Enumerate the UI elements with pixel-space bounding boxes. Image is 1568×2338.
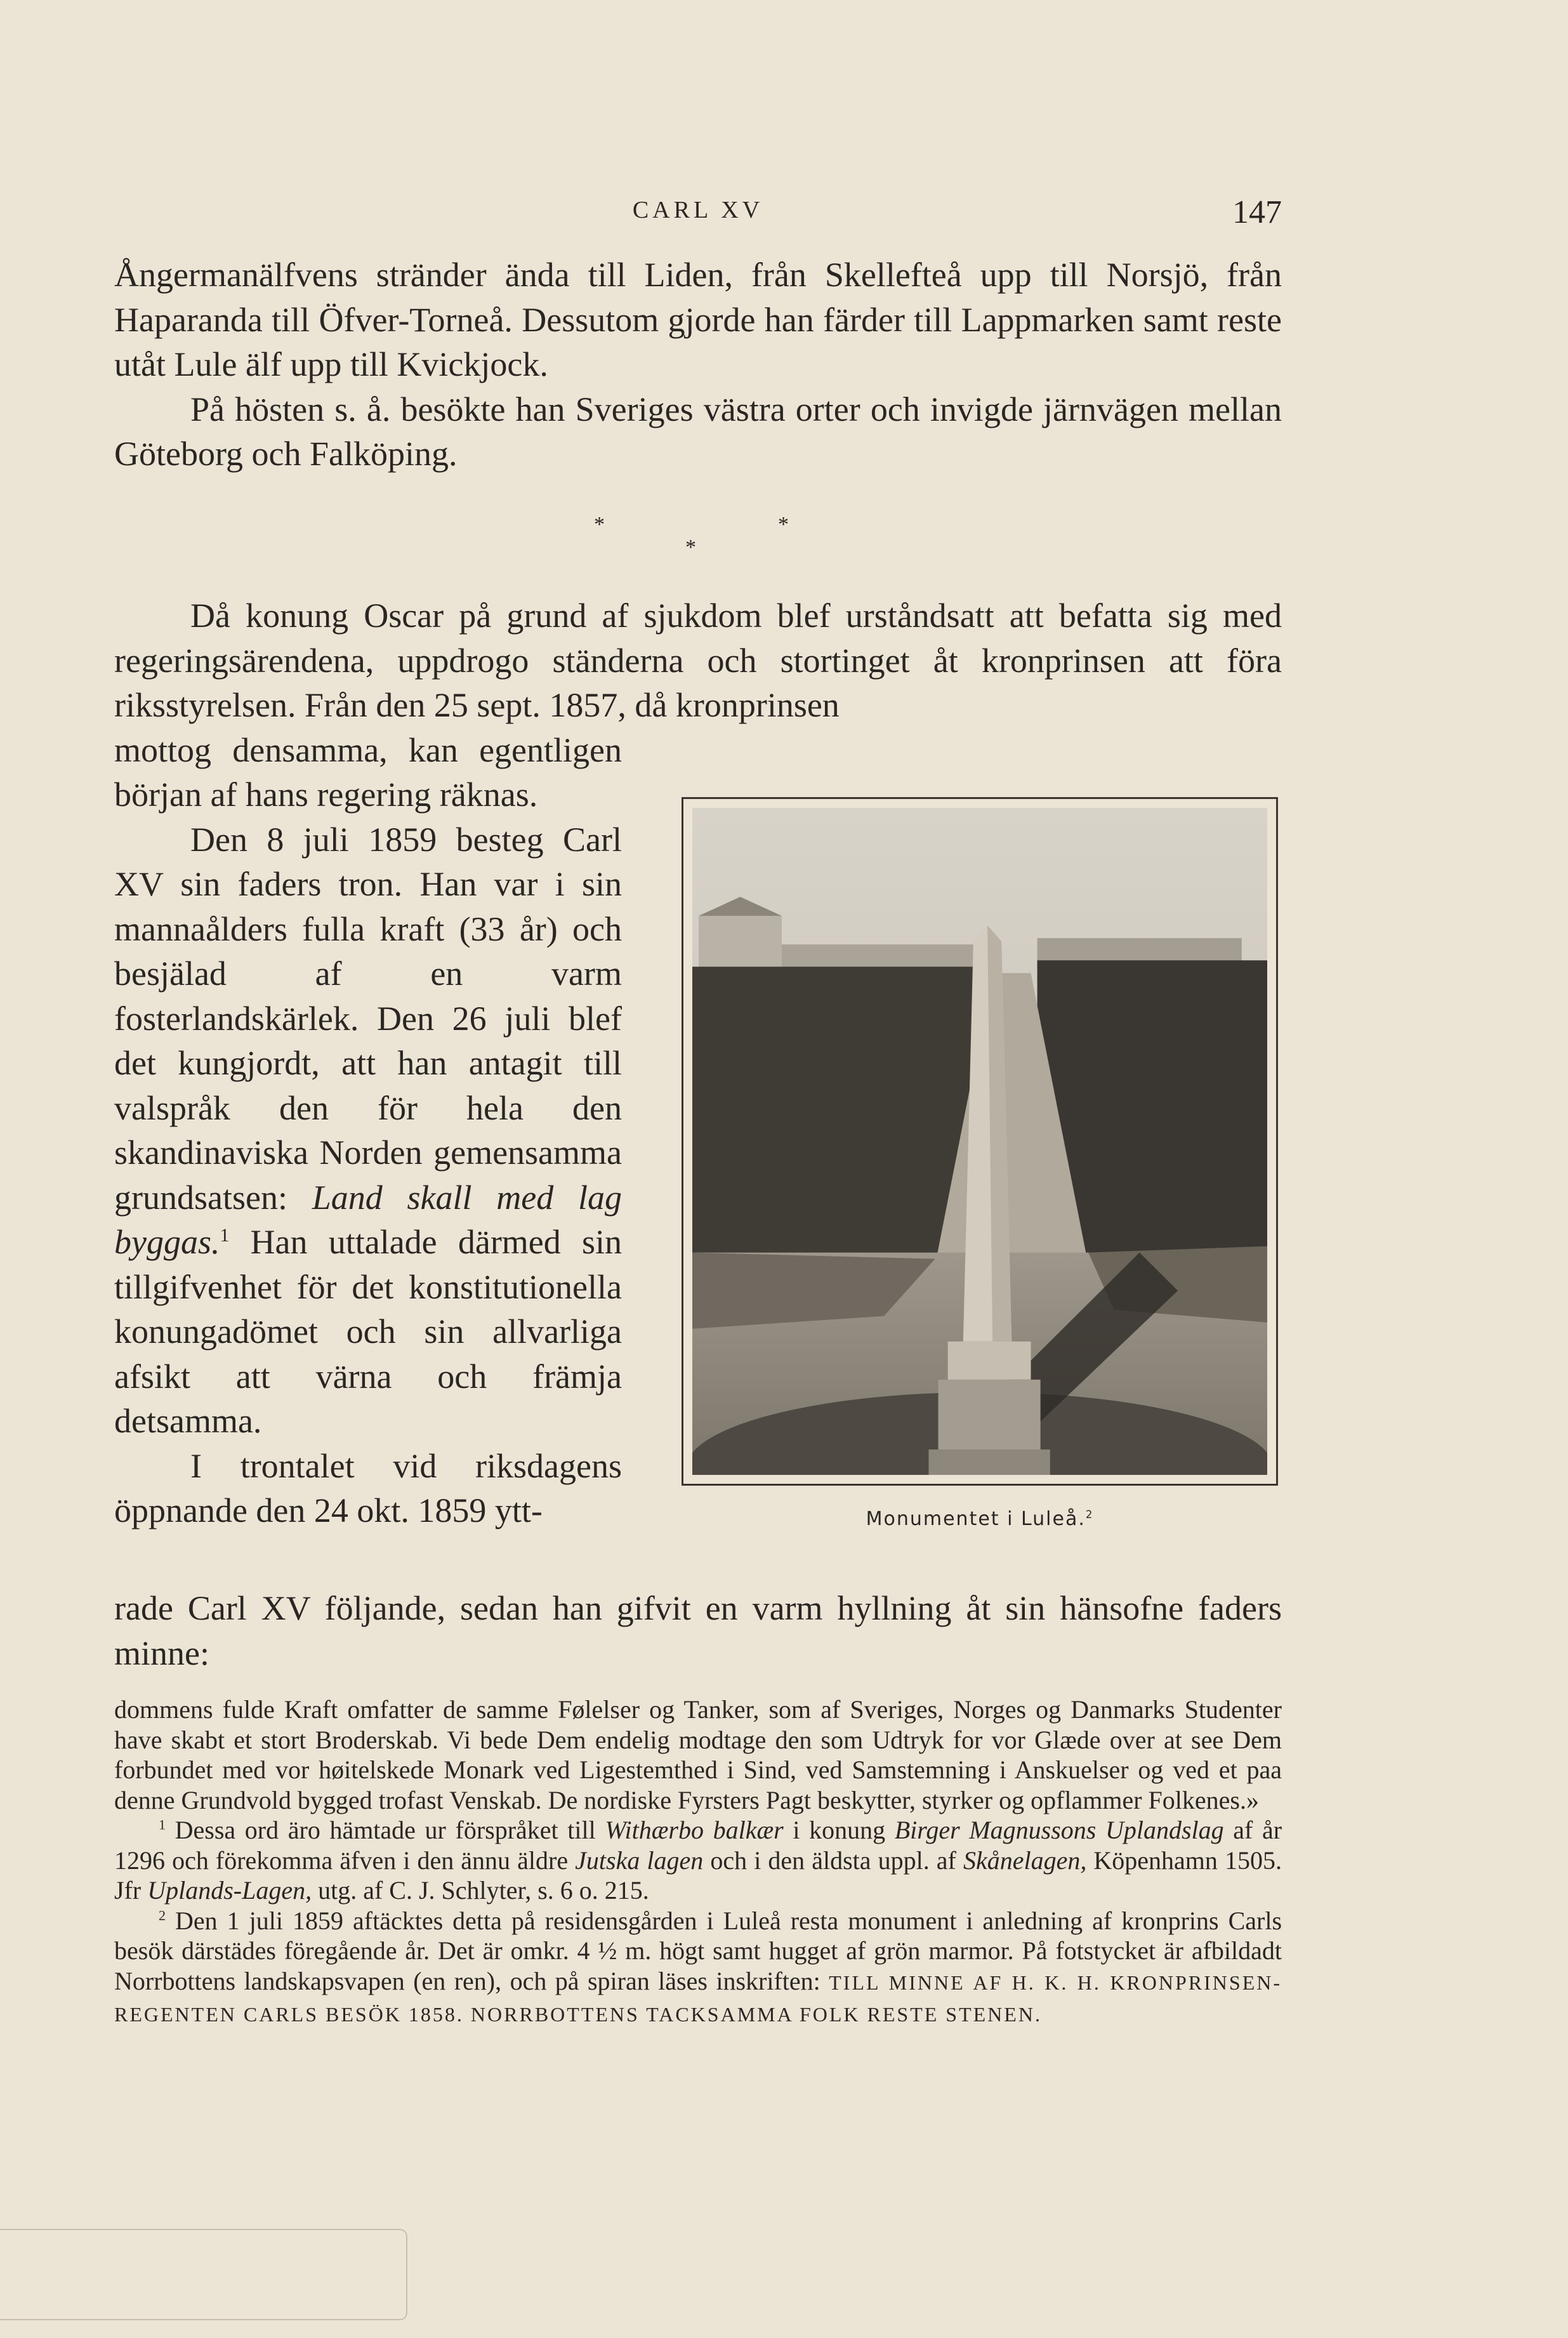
- paragraph-4: [114, 817, 622, 1444]
- footnote-2-mark: 2: [159, 1907, 166, 1924]
- paragraph-3-continued: mottog densamma, kan egentligen början af hans regering räknas.: [114, 730, 622, 814]
- footnote-1-italic: Skånelagen,: [963, 1846, 1087, 1875]
- asterisk: *: [778, 513, 789, 536]
- asterisk: *: [594, 513, 605, 536]
- footnote-1-italic: Birger Magnussons Uplandslag: [894, 1816, 1224, 1844]
- footnote-1-italic: Uplands-Lagen,: [147, 1876, 312, 1905]
- page-header: [114, 194, 1282, 232]
- paragraph-2: På hösten s. å. besökte han Sveriges västra orter och invigde järnvägen mellan Göteborg och Falköping.: [114, 390, 1282, 473]
- paragraph-3: Då konung Oscar på grund af sjukdom blef urståndsatt att befatta sig med regeringsärendena, uppdrogo ständerna och stortinget åt kronprinsen att föra riksstyrelsen. Från den 25 sept. 1857, då kronprinsen: [114, 597, 1282, 724]
- monument-inscription: TILL MINNE AF H. K. H. KRONPRINSEN-REGENTEN CARLS BESÖK 1858. NORRBOTTENS TACKSAMMA FOLK RESTE STENEN.: [114, 1971, 1282, 2026]
- page-number: 147: [1232, 194, 1282, 230]
- footnote-1-text: utg. af C. J. Schlyter, s. 6 o. 215.: [318, 1876, 649, 1905]
- footnote-1-text: Dessa ord äro hämtade ur förspråket till: [175, 1816, 596, 1844]
- footnote-1-text: af år 1296 och förekomma äfven i den ännu äldre: [114, 1816, 1282, 1875]
- text-block-tail: [114, 1586, 1282, 1675]
- footnote-2-text: Den 1 juli 1859 aftäcktes detta på residensgården i Luleå resta monument i anledning af kronprins Carls besök därstädes föregående år. Det är omkr. 4 ½ m. högt samt hugget af grön marmor. På fotstycket är afbildadt Norrbottens landskapsvapen (en ren), och på spiran läses inskriften:: [114, 1906, 1282, 1995]
- footnote-2: [114, 1906, 1282, 2030]
- motto: Land skall med lag byggas.: [114, 1178, 622, 1261]
- paragraph-4-text-continued: Han uttalade därmed sin tillgifvenhet för det konstitutionella konungadömet och sin allvarliga afsikt att värna och främja detsamma.: [114, 1223, 622, 1440]
- text-block-top: [114, 253, 1282, 477]
- paragraph-1: Ångermanälfvens stränder ända till Liden, från Skellefteå upp till Norsjö, från Haparanda till Öfver-Torneå. Dessutom gjorde han färder till Lappmarken samt reste utåt Lule älf upp till Kvickjock.: [114, 256, 1282, 383]
- footnote-ref-2: 2: [1085, 1509, 1094, 1521]
- running-head: CARL XV: [632, 197, 764, 223]
- footnote-1-italic: Jutska lagen: [575, 1846, 704, 1875]
- paragraph-5-continued: rade Carl XV följande, sedan han gifvit en varm hyllning åt sin hänsofne faders minne:: [114, 1589, 1282, 1672]
- footnote-1-italic: Withærbo balkær: [605, 1816, 784, 1844]
- asterisk: *: [685, 536, 696, 559]
- footnote-1: [114, 1815, 1282, 1906]
- paragraph-4-text: Den 8 juli 1859 besteg Carl XV sin faders tron. Han var i sin mannaålders fulla kraft (33 år) och besjälad af en varm fosterlandskärlek. Den 26 juli blef det kungjordt, att han antagit till valspråk den för hela den skandinaviska Norden gemensamma grundsatsen:: [114, 820, 622, 1217]
- footnote-1-text: och i den äldsta uppl. af: [710, 1846, 956, 1875]
- footnote-ref-1: 1: [220, 1225, 230, 1246]
- monument-photo: [692, 808, 1267, 1475]
- section-separator: [571, 513, 863, 570]
- figure-caption: [682, 1508, 1278, 1530]
- caption-text: Monumentet i Luleå.: [866, 1508, 1086, 1530]
- footnote-1-mark: 1: [159, 1816, 166, 1833]
- footnote-1-text: Köpenhamn 1505. Jfr: [114, 1846, 1282, 1905]
- monument-photo-frame: [682, 797, 1278, 1486]
- narrow-column: [114, 728, 622, 1533]
- page-tab-edge: [0, 2229, 407, 2320]
- paragraph-5: I trontalet vid riksdagens öppnande den 24 okt. 1859 ytt-: [114, 1446, 622, 1529]
- quote-continuation: dommens fulde Kraft omfatter de samme Følelser og Tanker, som af Sveriges, Norges og Danmarks Studenter have skabt et stort Broderskab. Vi bede Dem endelig modtage den som Udtryk for vor Glæde over at see Dem forbundet med vor høitelskede Monark ved Ligestemthed i Sind, ved Samstemning i Anskuelser og ved et paa denne Grundvold bygged trofast Venskab. De nordiske Fyrsters Pagt beskytter, styrker og opflammer Folkenes.»: [114, 1695, 1282, 1814]
- footnotes: [114, 1694, 1282, 2030]
- footnote-1-text: i konung: [793, 1816, 886, 1844]
